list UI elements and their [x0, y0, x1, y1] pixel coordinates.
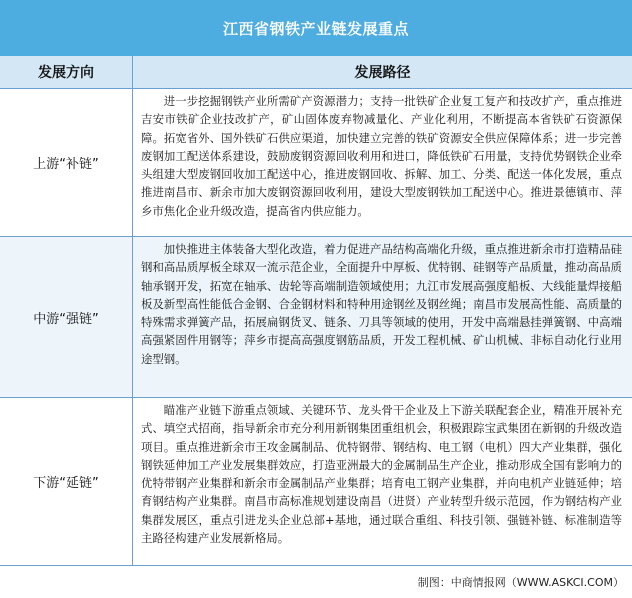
row-path-text: 瞄准产业链下游重点领域、关键环节、龙头骨干企业及上下游关联配套企业，精准开展补充式、填空式招商，指导新余市充分利用新钢集团重组机会，积极跟踪宝武集团在新钢的升级改造项目。重点推进新余市王攻金属制品、优特钢带、钢结构、电工钢（电机）四大产业集群，强化钢铁延伸加工产业发展集群效应，打造亚洲最大的金属制品生产企业，推动形成全国有影响力的优特带钢产业集群和新余市金属制品产业集群；培育电工钢产业集群，并向电机产业链延伸；培育钢结构产业集群。南昌市高标准规划建设南昌（进贤）产业转型升级示范园，作为钢结构产业集群发展区，重点引进龙头企业总部+基地，通过联合重组、科技引领、强链补链、标准制造等主路径构建产业发展新格局。 — [141, 403, 622, 546]
row-path-text: 加快推进主体装备大型化改造，着力促进产品结构高端化升级，重点推进新余市打造精品硅钢和高品质厚板全球双一流示范企业，全面提升中厚板、优特钢、硅钢等产品质量，推动高品质轴承钢开发，拓宽在轴承、齿轮等高端制造领域使用；九江市发展高强度船板、大线能量焊接船板及新型高性能低合金钢、合金钢材料和特种用途钢丝及钢丝绳；南昌市发展高性能、高质量的特殊需求弹簧产品，拓展扁钢货叉、链条、刀具等领域的使用，开发中高端悬挂弹簧钢、中高端高强紧固件用钢等；萍乡市提高高强度钢筋品质，开发工程机械、矿山机械、非标自动化行业用途型钢。 — [141, 242, 622, 366]
row-path-cell — [132, 237, 632, 397]
column-header-path: 发展路径 — [132, 56, 632, 88]
page-title: 江西省钢铁产业链发展重点 — [222, 19, 409, 38]
row-path-cell — [132, 89, 632, 236]
row-path-cell — [132, 398, 632, 565]
row-direction: 中游“强链” — [33, 311, 99, 327]
title-bar — [0, 0, 632, 56]
table-row-midstream — [0, 237, 632, 397]
source-credit: 制图：中商情报网（WWW.ASKCI.COM） — [417, 576, 624, 589]
row-direction: 上游“补链” — [33, 157, 99, 172]
table-divider — [0, 565, 632, 566]
row-direction: 下游“延链” — [33, 476, 99, 491]
column-header-direction: 发展方向 — [0, 56, 132, 88]
table-row-upstream — [0, 89, 632, 236]
row-path-text: 进一步挖掘钢铁产业所需矿产资源潜力；支持一批铁矿企业复工复产和技改扩产，重点推进吉安市铁矿企业技改扩产，矿山固体废弃物减量化、产业化利用，不断提高本省铁矿石资源保障。拓宽省外、国外铁矿石供应渠道，加快建立完善的铁矿资源安全供应保障体系；进一步完善废钢加工配送体系建设，鼓励废钢资源回收利用和进口，降低铁矿石用量，支持优势钢铁企业牵头组建大型废钢回收加工配送中心，推进废钢回收、拆解、加工、分类、配送一体化发展，重点推进南昌市、新余市加大废钢资源回收利用，建设大型废钢铁加工配送中心。推进景德镇市、萍乡市焦化企业升级改造，提高省内供应能力。 — [141, 94, 622, 218]
table-row-downstream — [0, 398, 632, 565]
